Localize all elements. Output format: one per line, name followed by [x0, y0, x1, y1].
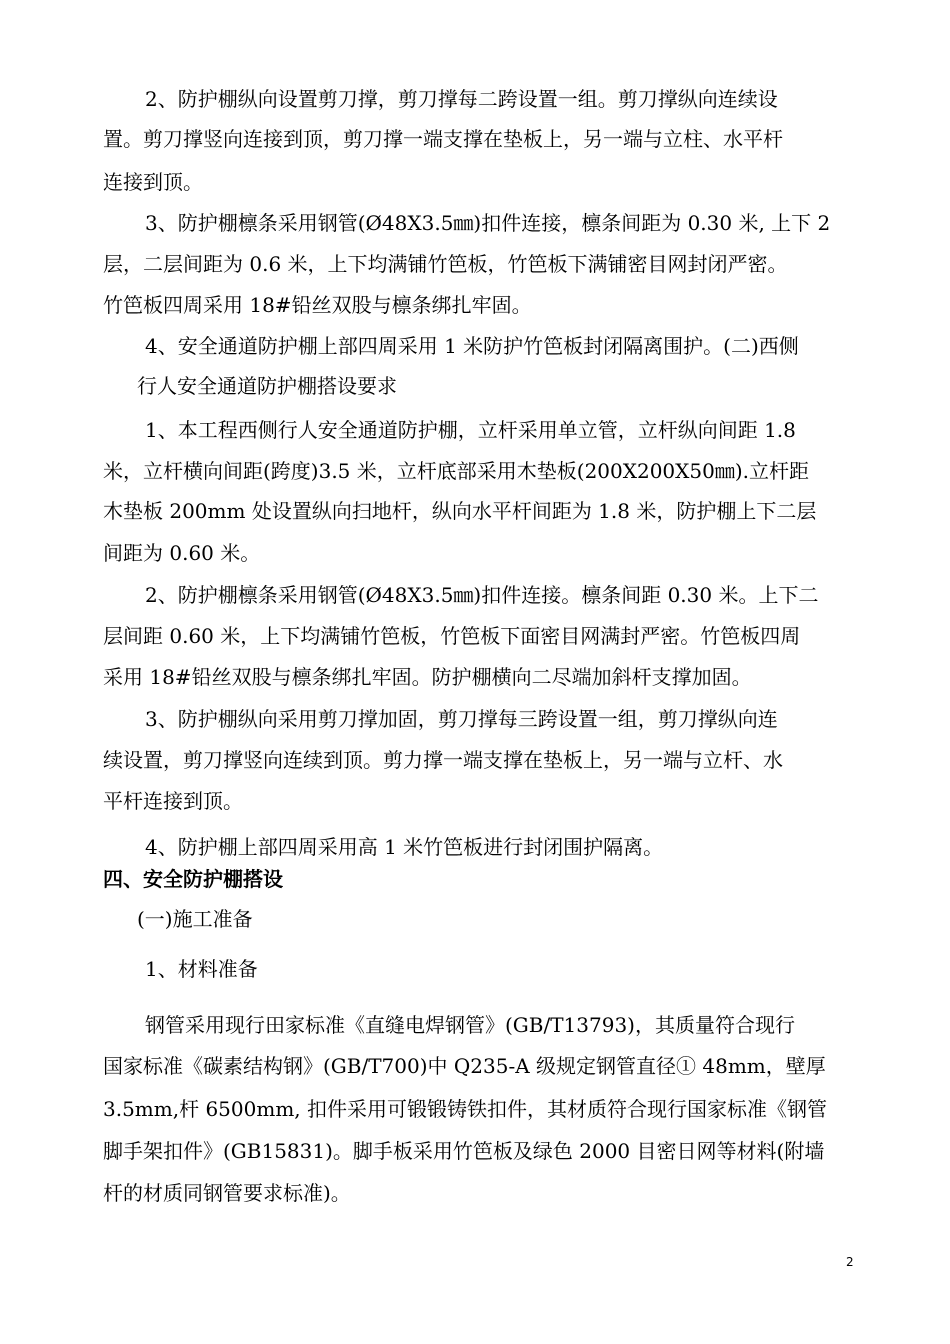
text-line-3: 连接到顶。: [103, 170, 203, 194]
text-line-2: 置。剪刀撑竖向连接到顶，剪刀撑一端支撑在垫板上，另一端与立柱、水平杆: [103, 127, 783, 151]
text-line-18: 平杆连接到顶。: [103, 789, 243, 813]
text-line-14: 层间距 0.60 米，上下均满铺竹笆板，竹笆板下面密目网满封严密。竹笆板四周: [103, 624, 801, 648]
text-line-12: 间距为 0.60 米。: [103, 541, 261, 565]
section-heading: 四、安全防护棚搭设: [103, 867, 283, 891]
text-line-1: 2、防护棚纵向设置剪刀撑，剪刀撑每二跨设置一组。剪刀撑纵向连续设: [145, 87, 778, 111]
text-line-16: 3、防护棚纵向采用剪刀撑加固，剪刀撑每三跨设置一组，剪刀撑纵向连: [145, 707, 778, 731]
subsection-heading: (一)施工准备: [137, 907, 253, 931]
text-line-23: 钢管采用现行田家标准《直缝电焊钢管》(GB/T13793)，其质量符合现行: [145, 1013, 795, 1037]
text-line-5: 层，二层间距为 0.6 米，上下均满铺竹笆板，竹笆板下满铺密目网封闭严密。: [103, 252, 788, 276]
text-line-11: 木垫板 200mm 处设置纵向扫地杆，纵向水平杆间距为 1.8 米，防护棚上下二层: [103, 499, 817, 523]
text-line-4: 3、防护棚檩条采用钢管(Ø48X3.5㎜)扣件连接，檩条间距为 0.30 米, 上下 2: [145, 211, 831, 235]
text-line-9: 1、本工程西侧行人安全通道防护棚，立杆采用单立管，立杆纵向间距 1.8: [145, 418, 796, 442]
text-line-13: 2、防护棚檩条采用钢管(Ø48X3.5㎜)扣件连接。檩条间距 0.30 米。上下二: [145, 583, 819, 607]
text-line-19: 4、防护棚上部四周采用高 1 米竹笆板进行封闭围护隔离。: [145, 835, 664, 859]
text-line-17: 续设置，剪刀撑竖向连续到顶。剪力撑一端支撑在垫板上，另一端与立杆、水: [103, 748, 783, 772]
text-line-24: 国家标准《碳素结构钢》(GB/T700)中 Q235-A 级规定钢管直径① 48mm，壁厚: [103, 1054, 826, 1078]
text-line-8: 行人安全通道防护棚搭设要求: [137, 374, 397, 398]
text-line-27: 杆的材质同钢管要求标准)。: [103, 1181, 351, 1205]
text-line-10: 米，立杆横向间距(跨度)3.5 米，立杆底部采用木垫板(200X200X50㎜).立杆距: [103, 459, 810, 483]
item-heading: 1、材料准备: [145, 957, 258, 981]
text-line-25: 3.5mm,杆 6500mm, 扣件采用可锻锻铸铁扣件，其材质符合现行国家标准《钢管: [103, 1097, 827, 1121]
text-line-6: 竹笆板四周采用 18#铅丝双股与檩条绑扎牢固。: [103, 293, 532, 317]
text-line-26: 脚手架扣件》(GB15831)。脚手板采用竹笆板及绿色 2000 目密日网等材料(附墙: [103, 1139, 825, 1163]
page-number: 2: [846, 1255, 854, 1269]
text-line-7: 4、安全通道防护棚上部四周采用 1 米防护竹笆板封闭隔离围护。(二)西侧: [145, 334, 799, 358]
text-line-15: 采用 18#铅丝双股与檩条绑扎牢固。防护棚横向二尽端加斜杆支撑加固。: [103, 665, 752, 689]
